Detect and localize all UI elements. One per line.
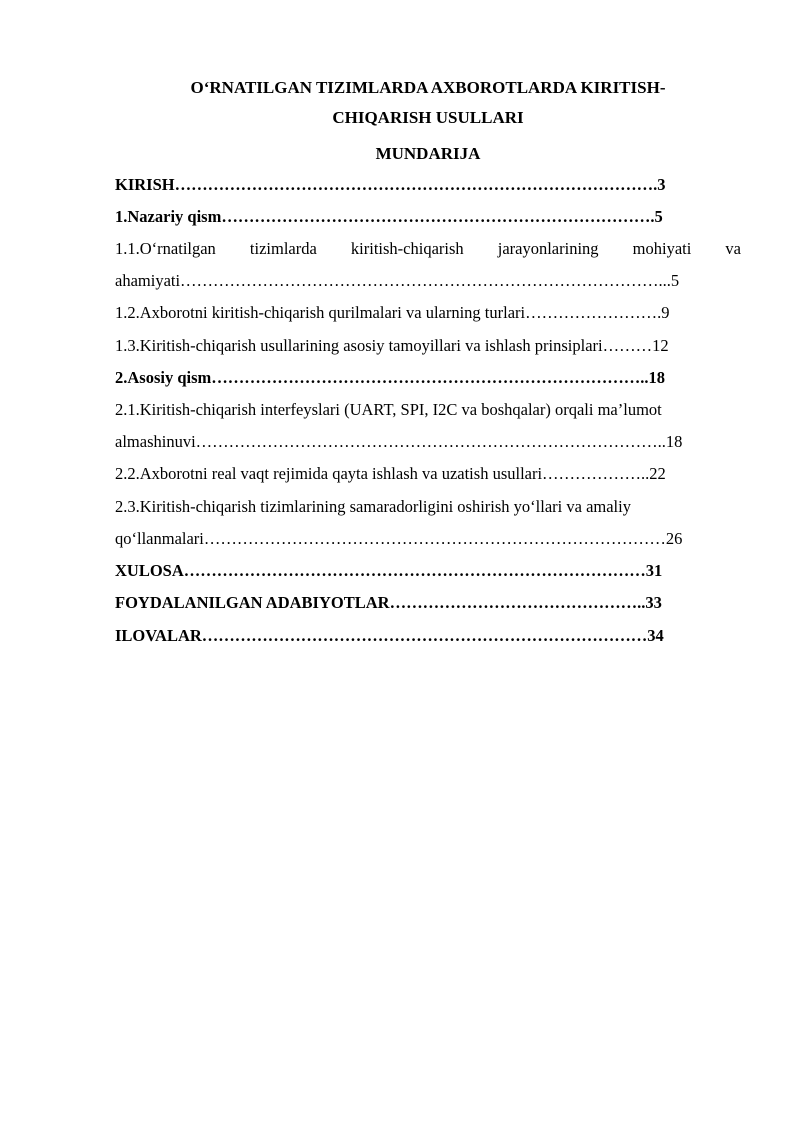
toc-entry-1-2: 1.2.Axborotni kiritish-chiqarish qurilmalari va ularning turlari…………………….9 bbox=[115, 303, 670, 322]
toc-entry-ilovalar: ILOVALAR………………………………………………………………………34 bbox=[115, 626, 664, 645]
toc-entry-1-3: 1.3.Kiritish-chiqarish usullarining asosiy tamoyillari va ishlash prinsiplari………12 bbox=[115, 336, 669, 355]
document-title-line1: O‘RNATILGAN TIZIMLARDA AXBOROTLARDA KIRITISH- bbox=[190, 78, 666, 97]
toc-entry-2-1-line1: 2.1.Kiritish-chiqarish interfeyslari (UART, SPI, I2C va boshqalar) orqali ma’lumot bbox=[115, 400, 662, 419]
document-title-line2: CHIQARISH USULLARI bbox=[332, 108, 524, 127]
toc-entry-asosiy-qism: 2.Asosiy qism……………………………………………………………………..18 bbox=[115, 368, 666, 387]
toc-entry-nazariy-qism: 1.Nazariy qism…………………………………………………………………….5 bbox=[115, 207, 663, 226]
toc-entry-foydalanilgan-adabiyotlar: FOYDALANILGAN ADABIYOTLAR………………………………………..33 bbox=[115, 593, 662, 612]
toc-entry-2-3-line2: qo‘llanmalari…………………………………………………………………………26 bbox=[115, 529, 683, 548]
toc-entry-2-1-line2: almashinuvi…………………………………………………………………………..18 bbox=[115, 432, 683, 451]
toc-entry-2-3-line1: 2.3.Kiritish-chiqarish tizimlarining samaradorligini oshirish yo‘llari va amaliy bbox=[115, 497, 631, 516]
toc-entry-2-2: 2.2.Axborotni real vaqt rejimida qayta ishlash va uzatish usullari………………..22 bbox=[115, 464, 666, 483]
toc-entry-1-1-line2: ahamiyati……………………………………………………………………………...5 bbox=[115, 271, 680, 290]
toc-entry-kirish: KIRISH…………………………………………………………………………….3 bbox=[115, 175, 666, 194]
toc-entry-xulosa: XULOSA…………………………………………………………………………31 bbox=[115, 561, 663, 580]
toc-entry-1-1-line1: 1.1.O‘rnatilgan tizimlarda kiritish-chiqarish jarayonlarining mohiyati va bbox=[115, 239, 741, 258]
toc-heading: MUNDARIJA bbox=[375, 144, 481, 163]
